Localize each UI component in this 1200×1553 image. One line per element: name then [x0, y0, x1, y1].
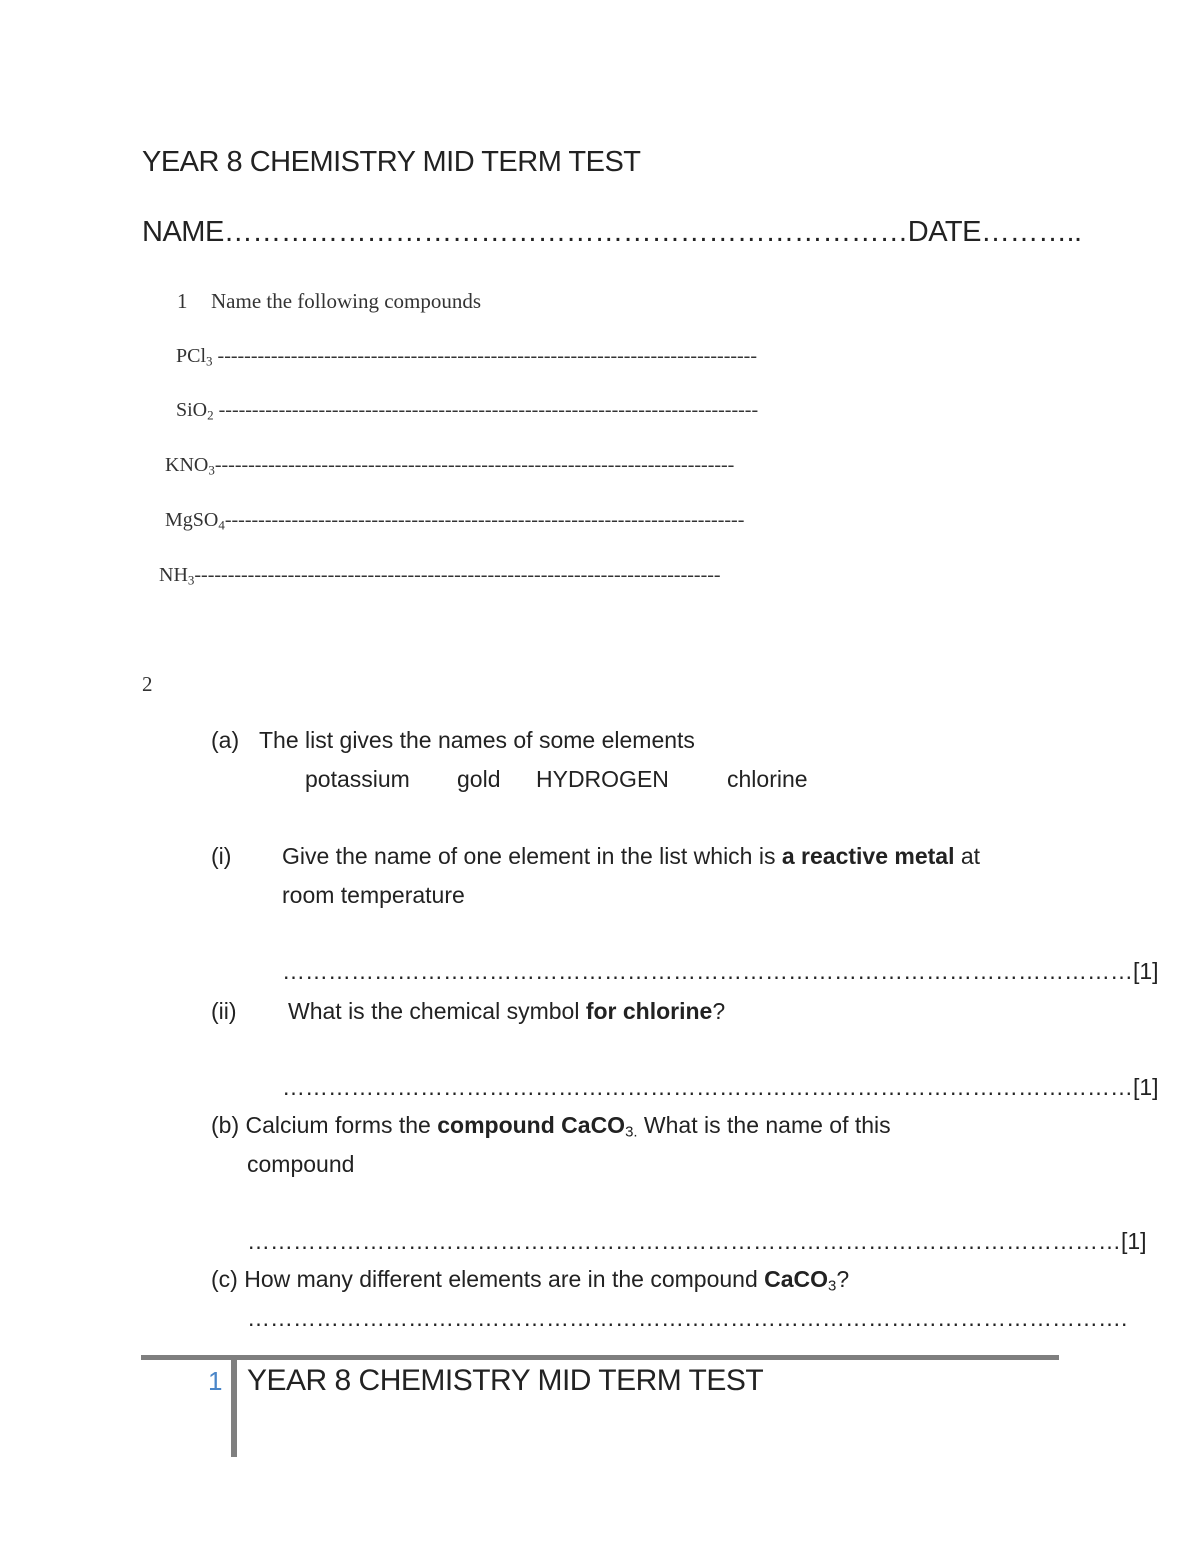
q2c-answer-line[interactable]: …………………………………………………………………………………………………….: [247, 1305, 1128, 1331]
q2ai-answer-line[interactable]: …………………………………………………………………………………………………[1]: [282, 958, 1159, 984]
element-hydrogen: HYDROGEN: [536, 766, 669, 792]
name-date-line: NAME………………………………………………………………DATE………..: [142, 216, 1082, 248]
element-chlorine: chlorine: [727, 766, 808, 792]
compound-line-sio2: SiO$_2$ ---------------------------------------------------------------------------------: [176, 399, 759, 423]
q1-number: 1: [177, 289, 188, 313]
q2b-text: (b) Calcium forms the compound CaCO$_{3.}$ What is the name of this: [211, 1112, 891, 1141]
q2aii-text: What is the chemical symbol for chlorine?: [288, 998, 726, 1024]
q2ai-label: (i): [211, 843, 232, 869]
q2aii-label: (ii): [211, 998, 237, 1024]
compound-line-kno3: $KNO_3------------------------------------------------------------------------------$: [165, 454, 735, 478]
q1-prompt: Name the following compounds: [211, 289, 482, 313]
q2b-text-line2: compound: [247, 1151, 355, 1177]
q2-number: 2: [142, 672, 153, 696]
q2c-text: (c) How many different elements are in the compound CaCO$_3$?: [211, 1266, 850, 1295]
footer-title: YEAR 8 CHEMISTRY MID TERM TEST: [247, 1364, 764, 1397]
compound-line-nh3: $NH_3-------------------------------------------------------------------------------$: [159, 564, 721, 588]
compound-line-mgso4: MgSO$_4$------------------------------------------------------------------------------: [165, 509, 745, 533]
footer-page-number: 1: [208, 1366, 223, 1396]
q2b-answer-line[interactable]: ……………………………………………………………………………………………………[1]: [247, 1228, 1147, 1254]
page-title: YEAR 8 CHEMISTRY MID TERM TEST: [142, 146, 641, 178]
q2ai-text: Give the name of one element in the list which is a reactive metal at: [282, 843, 981, 869]
q2aii-answer-line[interactable]: …………………………………………………………………………………………………[1]: [282, 1074, 1159, 1100]
compound-line-pcl3: PCl$_3$ ---------------------------------------------------------------------------------: [176, 345, 758, 369]
q2a-label: (a): [211, 727, 240, 753]
q2ai-text-line2: room temperature: [282, 882, 465, 908]
element-potassium: potassium: [305, 766, 410, 792]
element-gold: gold: [457, 766, 501, 792]
q2a-text: The list gives the names of some elements: [259, 727, 695, 753]
footer-vertical-divider: [231, 1357, 237, 1457]
footer-divider: [141, 1355, 1059, 1360]
